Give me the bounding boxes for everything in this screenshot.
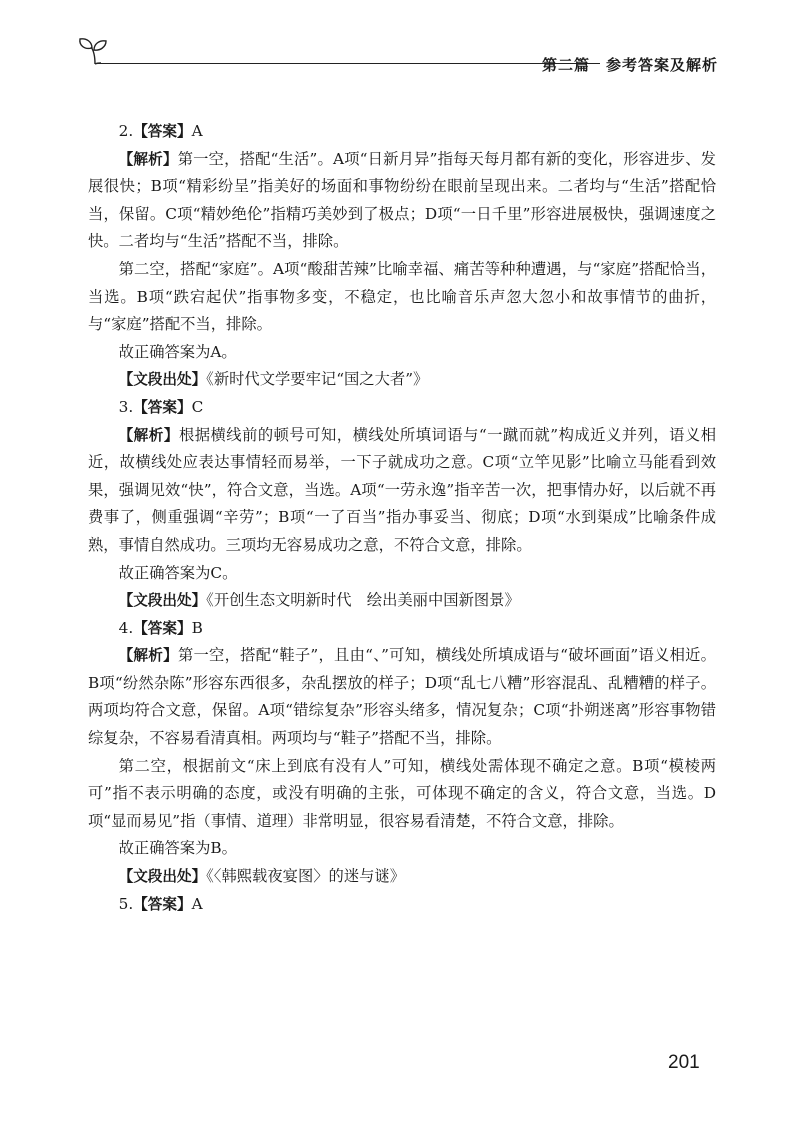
- source-tag: 【文段出处】: [118, 592, 207, 610]
- conclusion: 故正确答案为B。: [118, 839, 237, 858]
- source-title: 《新时代文学要牢记“国之大者”》: [206, 370, 429, 389]
- analysis-paragraph: [88, 422, 716, 560]
- answer-value: A: [191, 122, 203, 140]
- source-title: 《开创生态文明新时代 绘出美丽中国新图景》: [206, 591, 520, 610]
- answer-tag: 【答案】: [133, 398, 192, 416]
- question-number: 5.: [118, 894, 134, 913]
- question-number: 4.: [118, 618, 134, 637]
- header-title: 第二篇 参考答案及解析: [541, 56, 718, 74]
- analysis-paragraph: [88, 146, 716, 256]
- answer-content: [88, 118, 716, 918]
- question-number: 2.: [118, 122, 134, 140]
- answer-value: B: [191, 618, 203, 637]
- analysis-paragraph: 第二空，根据前文“床上到底有没有人”可知，横线处需体现不确定之意。B项“模棱两可”指不表示明确的态度，或没有明确的主张，可体现不确定的含义，符合文意，当选。D项“显而易见”指（事情、道理）非常明显，很容易看清楚，不符合文意，排除。: [88, 756, 716, 830]
- sprout-leaf-icon: [78, 36, 112, 66]
- question-number: 3.: [118, 397, 134, 416]
- answer-tag: 【答案】: [133, 619, 192, 637]
- answer-tag: 【答案】: [133, 895, 192, 913]
- answer-line: [88, 118, 716, 146]
- source-tag: 【文段出处】: [118, 371, 207, 389]
- analysis-paragraph: 第二空，搭配“家庭”。A项“酸甜苦辣”比喻幸福、痛苦等种种遭遇，与“家庭”搭配恰当，当选。B项“跌宕起伏”指事物多变，不稳定，也比喻音乐声忽大忽小和故事情节的曲折，与“家庭”搭配不当，排除。: [88, 259, 716, 334]
- answer-tag: 【答案】: [133, 123, 192, 140]
- analysis-tag: 【解析】: [118, 150, 178, 168]
- analysis-tag: 【解析】: [118, 647, 178, 665]
- page-number: 201: [668, 1052, 700, 1073]
- source-tag: 【文段出处】: [118, 868, 207, 886]
- source-title: 《〈韩熙载夜宴图〉的迷与谜》: [206, 867, 406, 886]
- answer-line: [88, 615, 716, 643]
- analysis-text: 根据横线前的顿号可知，横线处所填词语与“一蹴而就”构成近义并列，语义相近，故横线处应表达事情轻而易举，一下子就成功之意。C项“立竿见影”比喻立马能看到效果，强调见效“快”，符合文意，当选。A项“一劳永逸”指辛苦一次，把事情办好，以后就不再费事了，侧重强调“辛劳”；B项“一了百当”指办事妥当、彻底；D项“水到渠成”比喻条件成熟，事情自然成功。三项均无容易成功之意，不符合文意，排除。: [88, 425, 716, 554]
- conclusion: 故正确答案为C。: [118, 563, 238, 582]
- analysis-paragraph: [88, 642, 716, 752]
- answer-line: [88, 394, 716, 422]
- source-line: [88, 863, 716, 891]
- analysis-tag: 【解析】: [118, 426, 179, 444]
- analysis-text: 第一空，搭配“鞋子”，且由“、”可知，横线处所填成语与“破坏画面”语义相近。B项“纷然杂陈”形容东西很多，杂乱摆放的样子；D项“乱七八糟”形容混乱、乱糟糟的样子。两项均符合文意，保留。A项“错综复杂”形容头绪多，情况复杂；C项“扑朔迷离”形容事物错综复杂，不容易看清真相。两项均与“鞋子”搭配不当，排除。: [88, 646, 716, 748]
- conclusion: 故正确答案为A。: [118, 342, 237, 361]
- page-header: [78, 36, 718, 76]
- answer-value: C: [191, 397, 204, 416]
- source-line: [88, 587, 716, 615]
- source-line: [88, 366, 716, 394]
- answer-line: [88, 891, 716, 919]
- header-rule: [98, 63, 600, 64]
- analysis-text: 第一空，搭配“生活”。A项“日新月异”指每天每月都有新的变化，形容进步、发展很快；B项“精彩纷呈”指美好的场面和事物纷纷在眼前呈现出来。二者均与“生活”搭配恰当，保留。C项“精妙绝伦”指精巧美妙到了极点；D项“一日千里”形容进展极快，强调速度之快。二者均与“生活”搭配不当，排除。: [88, 149, 716, 251]
- answer-value: A: [191, 894, 203, 913]
